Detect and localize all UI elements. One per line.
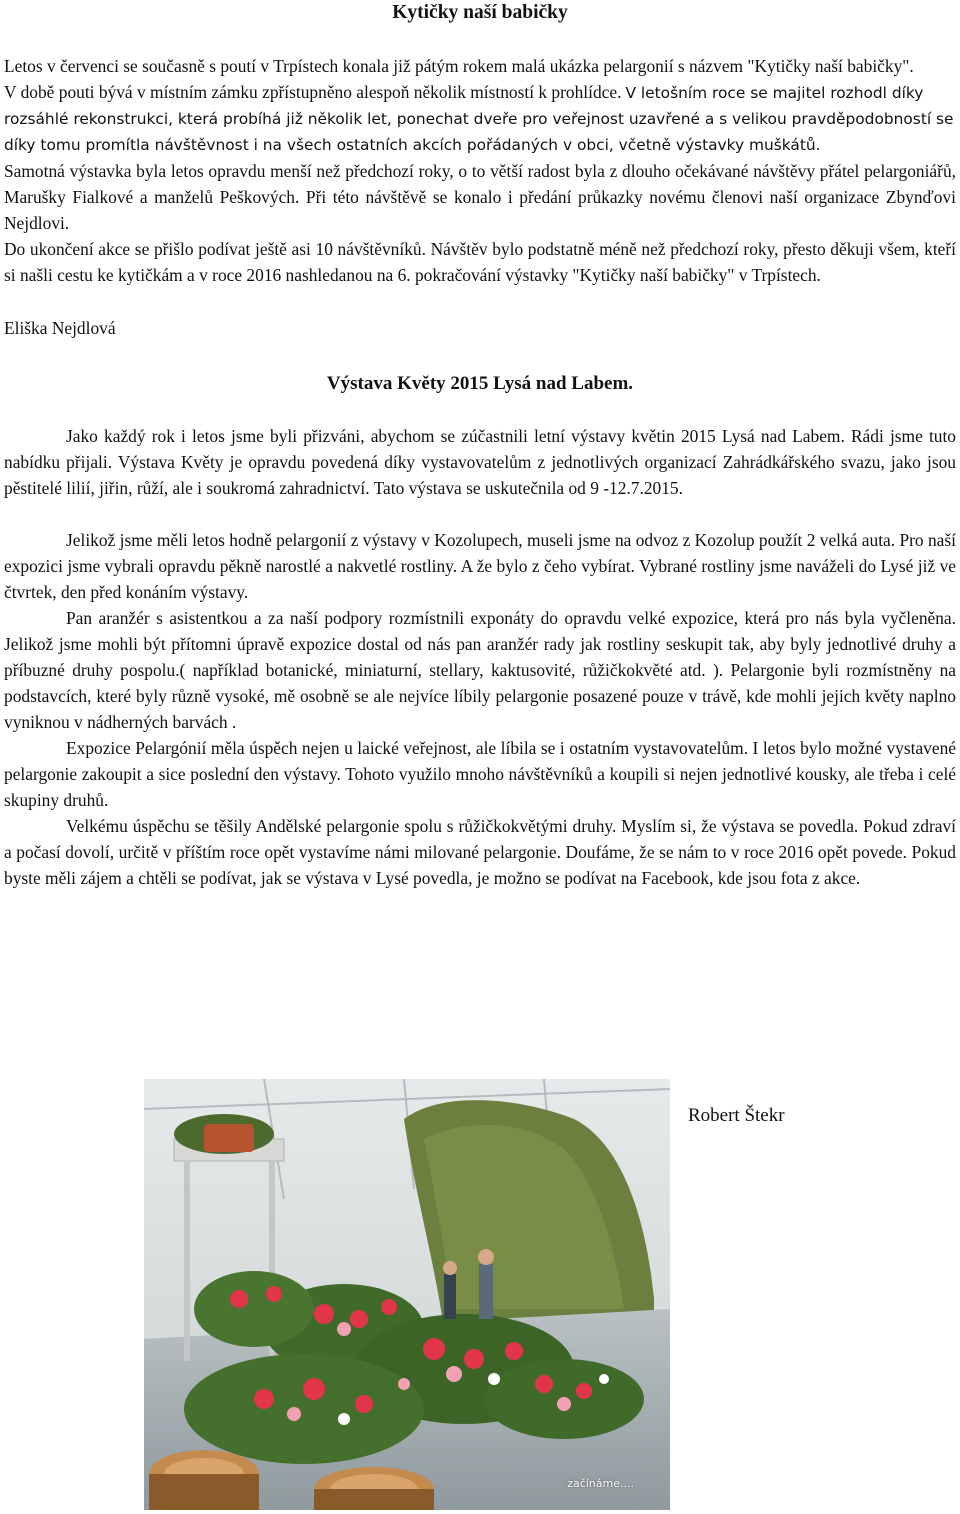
article1-paragraph: Do ukončení akce se přišlo podívat ještě asi 10 návštěvníků. Návštěv bylo podstatně méně než předchozí roky, přesto děkuji všem, kteří si našli cestu ke kytičkám a v roce 2016 nashledanou na 6. pokračování výstavky "Kytičky naší babičky" v Trpístech.	[4, 239, 956, 285]
exhibition-photo-illustration	[144, 1079, 670, 1510]
article1-paragraph: V době pouti bývá v místním zámku zpřístupněno alespoň několik místností k prohlídce.	[4, 82, 622, 102]
article2-paragraph: Velkému úspěchu se těšily Andělské pelargonie spolu s růžičkokvětými druhy. Myslím si, že výstava se povedla. Pokud zdraví a počasí dovolí, určitě v příštím roce opět vystavíme námi milované pelargonie. Doufáme, že se nám to v roce 2016 opět povede. Pokud byste měli zájem a chtěli se podívat, jak se výstava v Lysé povedla, je možno se podívat na Facebook, kde jsou fota z akce.	[4, 816, 956, 888]
article2-author: Robert Štekr	[688, 1105, 785, 1126]
article2-paragraph: Jako každý rok i letos jsme byli přizváni, abychom se zúčastnili letní výstavy květin 2015 Lysá nad Labem. Rádi jsme tuto nabídku přijali. Výstava Květy je opravdu povedená díky vystavovatelům z jednotlivých organizací Zahrádkářského svazu, jako jsou pěstitelé lilií, jiřin, růží, ale i soukromá zahradnictví. Tato výstava se uskutečnila od 9 -12.7.2015.	[4, 426, 956, 498]
photo-caption: začínáme....	[567, 1477, 634, 1490]
article2-paragraph: Pan aranžér s asistentkou a za naší podpory rozmístnili exponáty do opravdu velké expozice, která pro nás byla vyčleněna. Jelikož jsme mohli být přítomni úpravě expozice dostal od nás pan aranžér rady jak rostliny seskupit tak, aby byly jednotlivé druhy a příbuzné druhy pospolu.( například botanické, miniaturní, stellary, kaktusovité, růžičkokvěté atd. ). Pelargonie byli rozmístněny na podstavcích, které byly různě vysoké, mě osobně se ale nejvíce líbily pelargonie posazené pouze v trávě, kde mohli jejich květy naplno vyniknou v nádherných barvách .	[4, 608, 956, 732]
article2-paragraph: Jelikož jsme měli letos hodně pelargonií z výstavy v Kozolupech, museli jsme na odvoz z Kozolup použít 2 velká auta. Pro naší expozici jsme vybrali opravdu pěkně narostlé a nakvetlé rostliny. A že bylo z čeho vybírat. Vybrané rostliny jsme naváželi do Lysé již ve čtvrtek, den před konáním výstavy.	[4, 530, 956, 602]
article2-title: Výstava Květy 2015 Lysá nad Labem.	[326, 373, 634, 394]
exhibition-photo	[144, 1079, 670, 1510]
article1-title: Kytičky naší babičky	[392, 2, 568, 23]
article1-paragraph: Samotná výstavka byla letos opravdu menší než předchozí roky, o to větší radost byla z dlouho očekávané návštěvy přátel pelargoniářů, Marušky Fialkové a manželů Peškových. Při této návštěvě se konalo i předání průkazky novému členovi naší organizace Zbynďovi Nejdlovi.	[4, 161, 956, 233]
article1-paragraph: Letos v červenci se současně s poutí v Trpístech konala již pátým rokem malá ukázka pelargonií s názvem "Kytičky naší babičky".	[4, 56, 914, 76]
document-page	[4, 0, 956, 891]
article1-author: Eliška Nejdlová	[4, 318, 116, 338]
article2-paragraph: Expozice Pelargónií měla úspěch nejen u laické veřejnost, ale líbila se i ostatním vystavovatelům. I letos bylo možné vystavené pelargonie zakoupit a sice poslední den výstavy. Tohoto využilo mnoho návštěvníků a koupili si nejen jednotlivé kousky, ale třeba i celé skupiny druhů.	[4, 738, 956, 810]
article1-paragraph: V letošním roce se majitel rozhodl díky rozsáhlé rekonstrukci, která probíhá již několik let, ponechat dveře pro veřejnost uzavřené a s velikou pravděpodobností se díky tomu promítla návštěvnost i na všech ostatních akcích pořádaných v obci, včetně výstavky muškátů.	[4, 84, 954, 154]
